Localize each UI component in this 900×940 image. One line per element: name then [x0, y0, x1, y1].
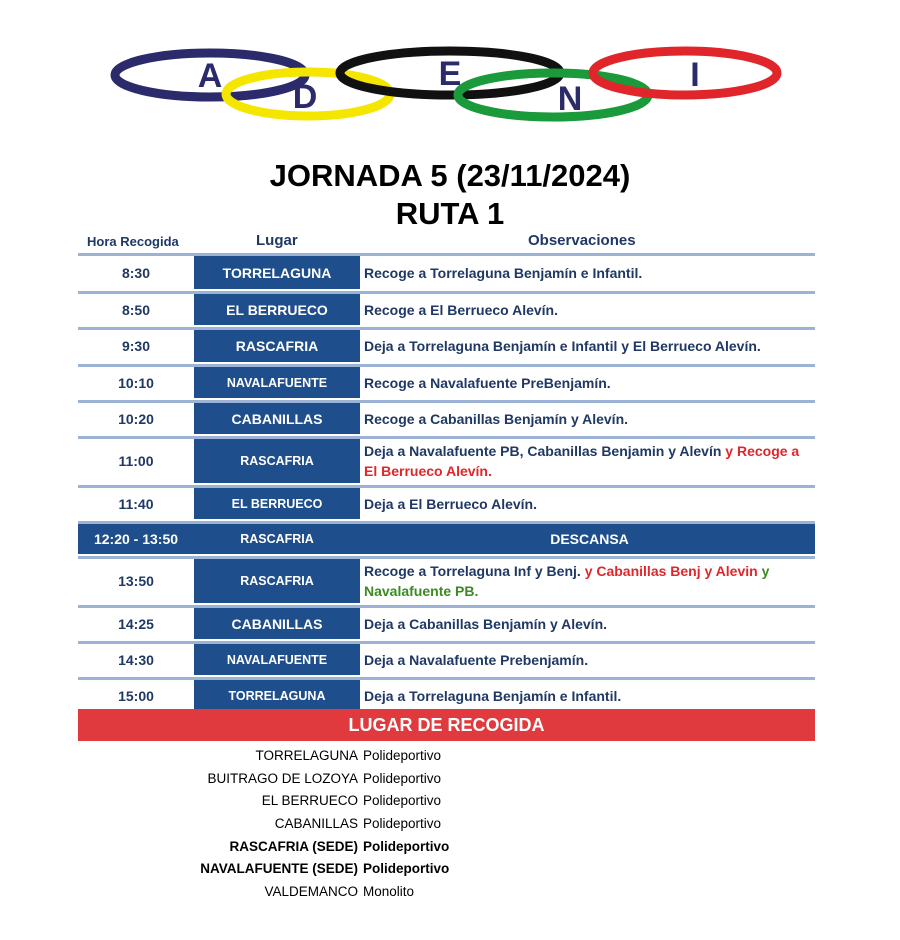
pickup-spot: Polideportivo — [363, 838, 450, 854]
page-title: JORNADA 5 (23/11/2024) — [269, 158, 631, 193]
table-row — [78, 400, 815, 434]
pickup-town: NAVALAFUENTE (SEDE) — [200, 861, 358, 877]
row-place: RASCAFRIA — [194, 330, 360, 362]
row-observation: Deja a Cabanillas Benjamín y Alevín. — [364, 615, 608, 632]
row-observation — [360, 439, 815, 483]
row-time: 12:20 - 13:50 — [93, 531, 179, 547]
list-item — [0, 857, 900, 880]
row-time: 10:20 — [118, 410, 154, 427]
row-time: 8:50 — [121, 301, 151, 318]
obs-text-pickup-b: y Cabanillas Benj y Alevin — [584, 563, 758, 579]
row-time: 14:30 — [118, 651, 154, 668]
pickup-spot: Monolito — [363, 883, 415, 899]
list-item — [0, 812, 900, 835]
row-place: CABANILLAS — [194, 608, 360, 639]
table-row — [78, 641, 815, 675]
pickup-spot: Polideportivo — [363, 747, 442, 763]
pickup-spot: Polideportivo — [363, 815, 442, 831]
row-observation: DESCANSA — [550, 531, 629, 547]
obs-text-drop: Deja a Navalafuente PB, Cabanillas Benjamin y Alevín — [364, 443, 722, 459]
row-observation: Recoge a El Berrueco Alevín. — [364, 301, 558, 318]
row-place: RASCAFRIA — [194, 524, 360, 554]
row-observation: Deja a Torrelaguna Benjamín e Infantil y El Berrueco Alevín. — [364, 338, 761, 354]
row-place: NAVALAFUENTE — [194, 367, 360, 398]
row-observation: Deja a Torrelaguna Benjamín e Infantil. — [364, 687, 622, 704]
list-item — [0, 835, 900, 858]
obs-text-pickup: y Recoge a El Berrueco Alevín. — [364, 443, 800, 479]
table-row — [78, 605, 815, 639]
logo-ring-i — [593, 51, 777, 95]
list-item — [0, 789, 900, 812]
row-observation: Recoge a Cabanillas Benjamín y Alevín. — [364, 410, 629, 427]
pickup-town: BUITRAGO DE LOZOYA — [207, 770, 358, 786]
list-item — [0, 744, 900, 767]
row-observation — [360, 559, 815, 603]
row-time: 13:50 — [118, 573, 154, 589]
table-row — [78, 253, 815, 289]
row-place: EL BERRUECO — [194, 488, 360, 519]
row-time: 10:10 — [118, 374, 154, 391]
row-observation: Recoge a Navalafuente PreBenjamín. — [364, 374, 611, 391]
logo-letter-i: I — [690, 56, 700, 94]
row-place: TORRELAGUNA — [194, 256, 360, 289]
row-time: 15:00 — [118, 687, 154, 704]
row-time: 14:25 — [118, 615, 154, 632]
table-row — [78, 677, 815, 711]
pickup-list — [0, 744, 900, 903]
pickup-town: VALDEMANCO — [264, 883, 358, 899]
obs-text-pickup-c: y Navalafuente PB. — [364, 563, 770, 599]
adeni-logo — [105, 40, 785, 135]
table-row — [78, 485, 815, 519]
logo-letter-a: A — [197, 57, 223, 95]
row-time: 9:30 — [121, 338, 151, 354]
header-observations: Observaciones — [528, 232, 636, 249]
list-item — [0, 880, 900, 903]
row-place: RASCAFRIA — [194, 439, 360, 483]
table-row — [78, 291, 815, 325]
pickup-spot: Polideportivo — [363, 793, 442, 809]
pickup-town: RASCAFRIA (SEDE) — [229, 838, 358, 854]
obs-text-pickup-a: Recoge a Torrelaguna Inf y Benj. — [364, 563, 581, 579]
row-time: 8:30 — [121, 264, 151, 281]
header-time: Hora Recogida — [87, 234, 179, 249]
row-place: TORRELAGUNA — [194, 680, 360, 711]
row-place: EL BERRUECO — [194, 294, 360, 325]
table-row — [78, 436, 815, 483]
table-row — [78, 556, 815, 603]
table-row — [78, 327, 815, 362]
row-place: RASCAFRIA — [194, 559, 360, 603]
row-observation: Deja a El Berrueco Alevín. — [364, 495, 537, 512]
row-place: CABANILLAS — [194, 403, 360, 434]
pickup-spot: Polideportivo — [363, 861, 450, 877]
header-place: Lugar — [256, 232, 298, 249]
pickup-spot: Polideportivo — [363, 770, 442, 786]
pickup-town: TORRELAGUNA — [255, 747, 358, 763]
logo-letter-e: E — [438, 55, 462, 93]
row-observation: Deja a Navalafuente Prebenjamín. — [364, 651, 589, 668]
row-time: 11:40 — [118, 495, 154, 512]
logo-letter-d: D — [292, 78, 318, 116]
list-item — [0, 767, 900, 790]
table-row-break — [78, 521, 815, 554]
row-observation: Recoge a Torrelaguna Benjamín e Infantil. — [364, 264, 643, 281]
pickup-banner: LUGAR DE RECOGIDA — [78, 709, 815, 741]
logo-letter-n: N — [557, 80, 583, 118]
table-row — [78, 364, 815, 398]
row-place: NAVALAFUENTE — [194, 644, 360, 675]
pickup-town: EL BERRUECO — [261, 793, 358, 809]
route-title: RUTA 1 — [395, 196, 505, 231]
row-time: 11:00 — [118, 453, 154, 469]
pickup-town: CABANILLAS — [274, 815, 358, 831]
schedule-table — [78, 253, 815, 713]
